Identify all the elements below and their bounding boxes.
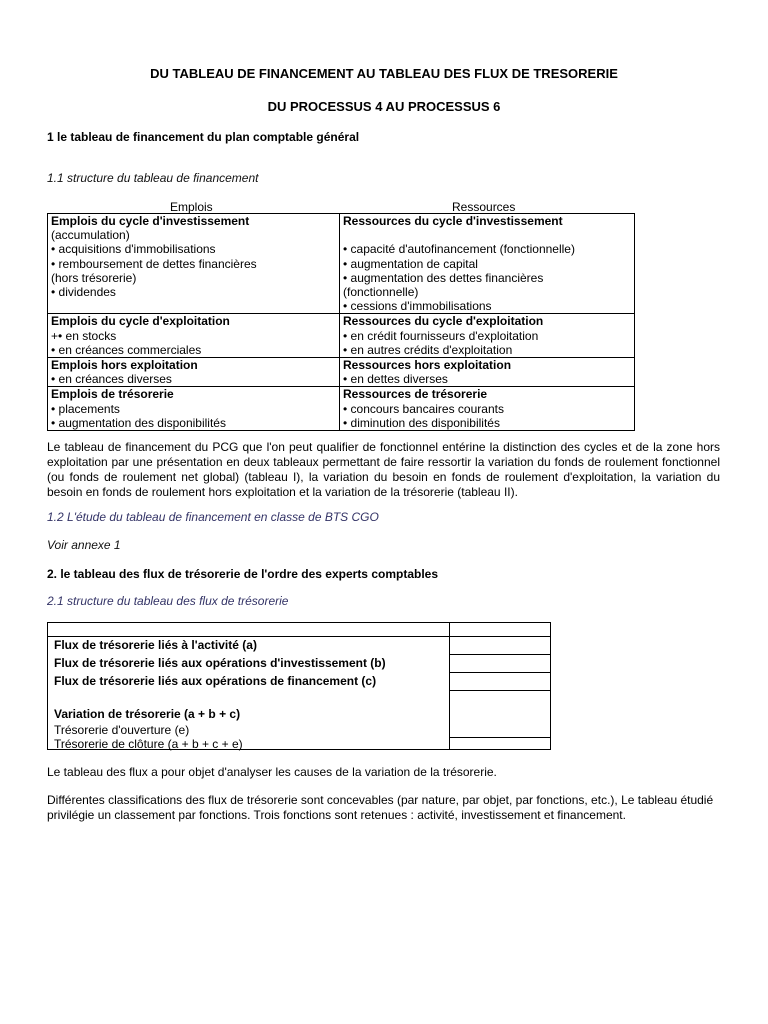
emplois-cell — [48, 314, 340, 358]
table-line-item: • augmentation des dettes financières — [343, 270, 544, 285]
ressources-cycle-title: Ressources hors exploitation — [343, 358, 512, 373]
table-line-item: +• en stocks — [51, 328, 117, 343]
ressources-cell — [340, 387, 635, 431]
section-2-heading: 2. le tableau des flux de trésorerie de l'ordre des experts comptables — [47, 567, 439, 581]
annexe-reference: Voir annexe 1 — [47, 538, 121, 552]
variation-tresorerie-label: Variation de trésorerie (a + b + c) — [54, 707, 241, 721]
section-2-1-heading: 2.1 structure du tableau des flux de trésorerie — [47, 594, 289, 608]
table-line-item: (hors trésorerie) — [51, 270, 137, 285]
flux-objective-paragraph: Le tableau des flux a pour objet d'analyser les causes de la variation de la trésorerie. — [47, 765, 497, 779]
table-line-item: • augmentation des disponibilités — [51, 415, 226, 430]
ressources-cell — [340, 358, 635, 387]
emplois-cycle-title: Emplois du cycle d'exploitation — [51, 314, 230, 329]
table-cell-line — [449, 672, 551, 673]
section-1-heading: 1 le tableau de financement du plan comptable général — [47, 130, 360, 144]
flux-classification-paragraph: Différentes classifications des flux de trésorerie sont concevables (par nature, par objet, par fonctions, etc.), Le tableau étudié privilégie un classement par fonctions. Trois fonctions sont retenues : activité, investissement et financement. — [47, 793, 714, 822]
table-line-item: (fonctionnelle) — [343, 285, 419, 299]
document-subtitle: DU PROCESSUS 4 AU PROCESSUS 6 — [267, 99, 501, 114]
flux-activite-label: Flux de trésorerie liés à l'activité (a) — [54, 638, 257, 652]
emplois-cycle-title: Emplois du cycle d'investissement — [51, 214, 250, 228]
ressources-cell — [340, 314, 635, 358]
ressources-cycle-title: Ressources du cycle d'investissement — [343, 214, 563, 228]
table-line-item — [343, 228, 631, 242]
ressources-cell — [340, 214, 635, 314]
table-line-item: • diminution des disponibilités — [343, 415, 500, 430]
table-line-item: • cessions d'immobilisations — [343, 299, 492, 314]
table-line-item: • augmentation de capital — [343, 256, 478, 271]
emplois-cycle-title: Emplois hors exploitation — [51, 358, 198, 373]
emplois-cell — [48, 358, 340, 387]
table-line-item: • en autres crédits d'exploitation — [343, 342, 513, 357]
emplois-cell — [48, 387, 340, 431]
flux-tresorerie-table — [47, 622, 551, 750]
financement-paragraph: Le tableau de financement du PCG que l'on peut qualifier de fonctionnel entérine la distinction des cycles et de la zone hors exploitation par une présentation en deux tableaux permettant de faire ressortir la variation du fonds de roulement fonctionnel (ou fonds de roulement net global) (tableau I), la variation du besoin en fonds de roulement d'exploitation, la variation du besoin en fonds de roulement hors exploitation et la variation de la trésorerie (tableau II). — [47, 440, 720, 499]
table-line-item: • remboursement de dettes financières — [51, 256, 257, 271]
financement-table-row — [48, 314, 635, 358]
table-column-divider — [449, 623, 450, 749]
table-cell-line — [449, 654, 551, 655]
ressources-cycle-title: Ressources du cycle d'exploitation — [343, 314, 544, 329]
financement-table-row — [48, 387, 635, 431]
flux-investissement-label: Flux de trésorerie liés aux opérations d'investissement (b) — [54, 656, 386, 670]
section-1-2-heading: 1.2 L'étude du tableau de financement en classe de BTS CGO — [47, 510, 379, 524]
table-cell-line — [449, 690, 551, 691]
column-header-ressources: Ressources — [452, 200, 516, 214]
section-1-1-heading: 1.1 structure du tableau de financement — [47, 171, 259, 185]
emplois-cycle-title: Emplois de trésorerie — [51, 387, 174, 402]
table-line-item: • dividendes — [51, 285, 116, 300]
table-line-item: • en créances diverses — [51, 372, 172, 387]
table-line-item: • placements — [51, 401, 120, 416]
financement-table — [47, 213, 635, 431]
table-line-item: • capacité d'autofinancement (fonctionnelle) — [343, 242, 575, 257]
flux-financement-label: Flux de trésorerie liés aux opérations de financement (c) — [54, 674, 377, 688]
table-header-line — [48, 636, 550, 637]
table-line-item: • acquisitions d'immobilisations — [51, 242, 216, 257]
tresorerie-cloture-label: Trésorerie de clôture (a + b + c + e) — [54, 737, 243, 751]
table-cell-line — [449, 737, 551, 738]
table-line-item: • en crédit fournisseurs d'exploitation — [343, 328, 539, 343]
document-title: DU TABLEAU DE FINANCEMENT AU TABLEAU DES FLUX DE TRESORERIE — [150, 66, 618, 81]
table-line-item: • en créances commerciales — [51, 342, 202, 357]
table-line-item: • en dettes diverses — [343, 372, 448, 387]
emplois-cell — [48, 214, 340, 314]
column-header-emplois: Emplois — [170, 200, 213, 214]
financement-table-row — [48, 358, 635, 387]
table-line-item: (accumulation) — [51, 228, 130, 243]
table-line-item: • concours bancaires courants — [343, 401, 504, 416]
ressources-cycle-title: Ressources de trésorerie — [343, 387, 488, 402]
tresorerie-ouverture-label: Trésorerie d'ouverture (e) — [54, 723, 190, 737]
financement-table-row — [48, 214, 635, 314]
